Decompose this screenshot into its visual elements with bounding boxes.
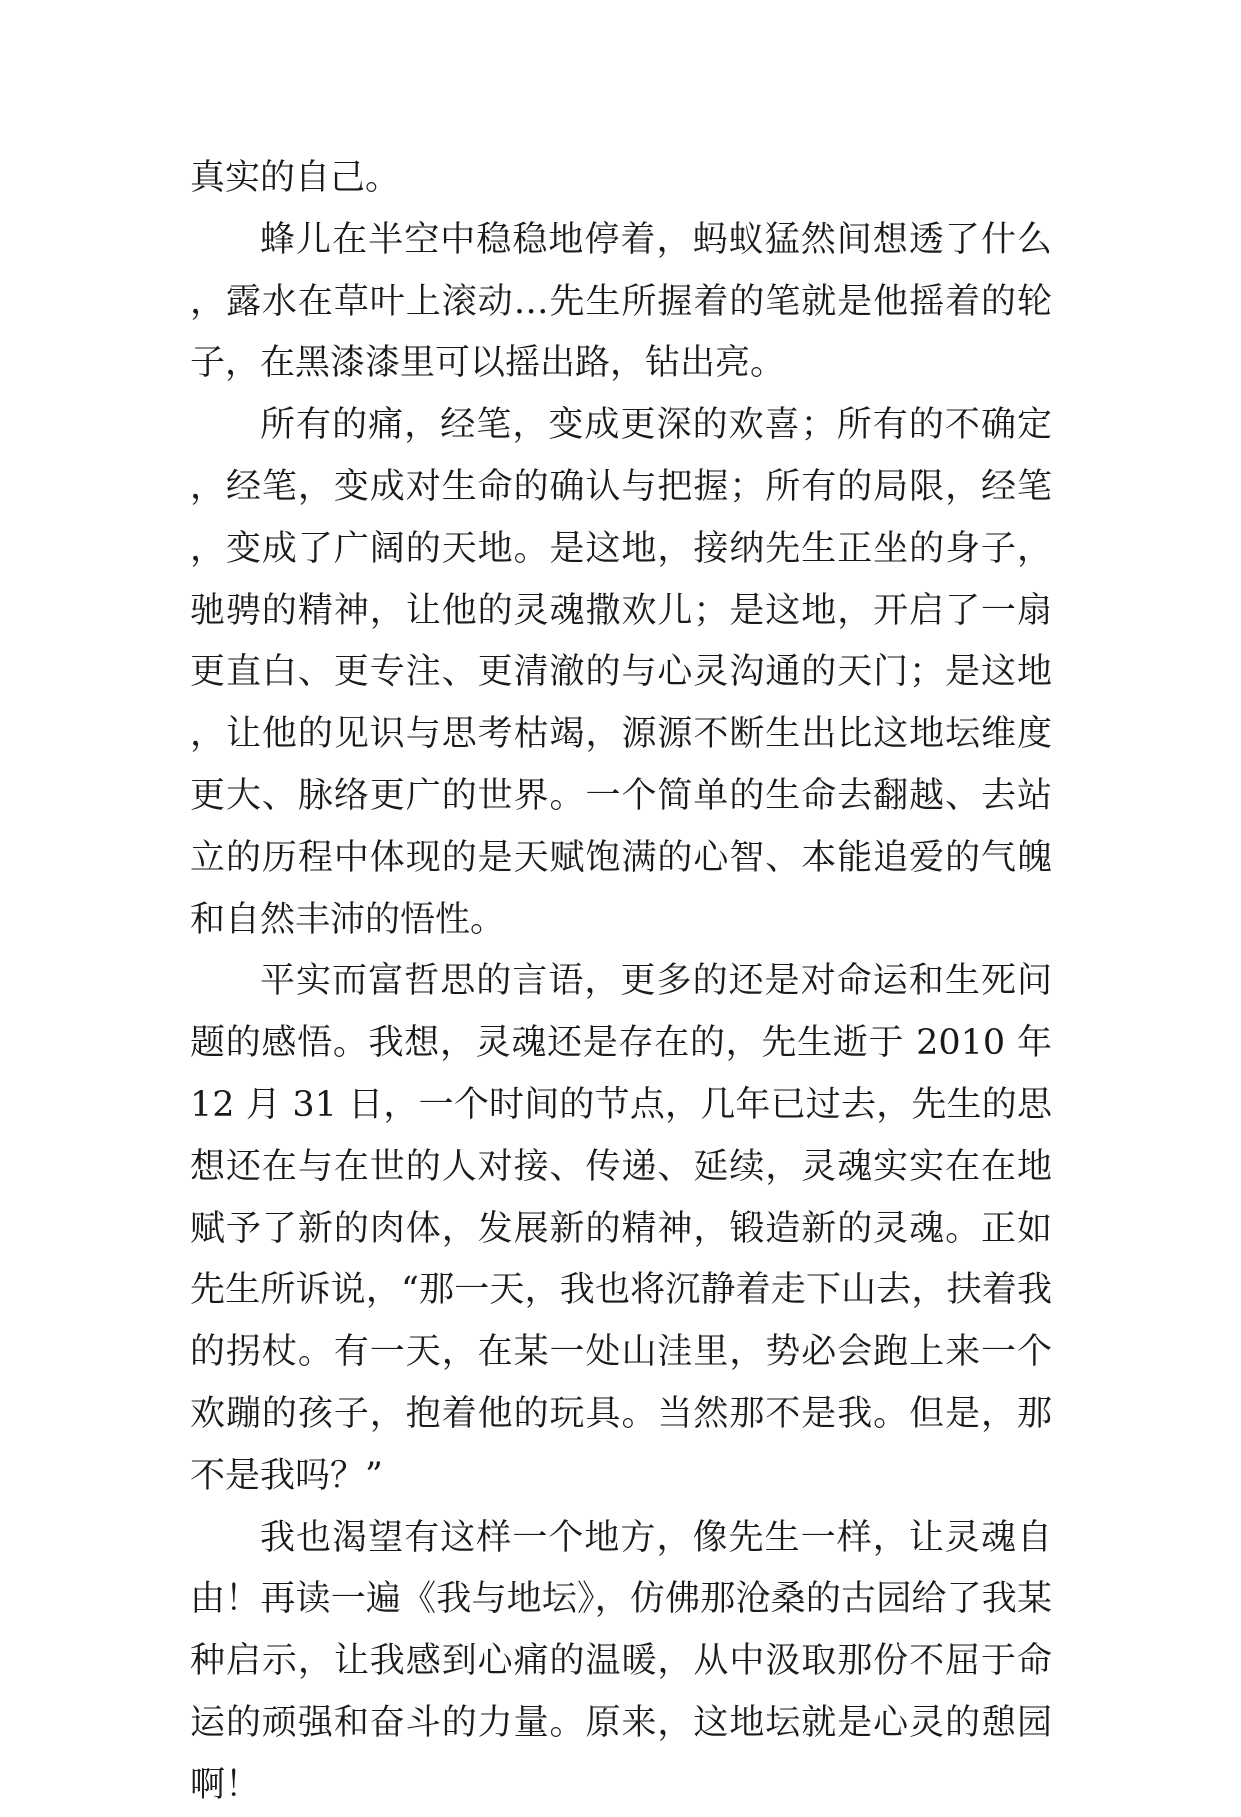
body-text	[190, 148, 1052, 1817]
paragraph-fate-soul: 平实而富哲思的言语，更多的还是对命运和生死问题的感悟。我想，灵魂还是存在的，先生逝于 2010 年 12 月 31 日，一个时间的节点，几年已过去，先生的思想还在与在世的人对接、传递、延续，灵魂实实在在地赋予了新的肉体，发展新的精神，锻造新的灵魂。正如先生所诉说，“那一天，我也将沉静着走下山去，扶着我的拐杖。有一天，在某一处山洼里，势必会跑上来一个欢蹦的孩子，抱着他的玩具。当然那不是我。但是，那不是我吗？”	[190, 961, 1052, 1496]
paragraph-bees-ants: 蜂儿在半空中稳稳地停着，蚂蚁猛然间想透了什么，露水在草叶上滚动…先生所握着的笔就是他摇着的轮子，在黑漆漆里可以摇出路，钻出亮。	[190, 219, 1052, 384]
paragraph-pain-pen: 所有的痛，经笔，变成更深的欢喜；所有的不确定，经笔，变成对生命的确认与把握；所有的局限，经笔，变成了广阔的天地。是这地，接纳先生正坐的身子，驰骋的精神，让他的灵魂撒欢儿；是这地，开启了一扇更直白、更专注、更清澈的与心灵沟通的天门；是这地，让他的见识与思考枯竭，源源不断生出比这地坛维度更大、脉络更广的世界。一个简单的生命去翻越、去站立的历程中体现的是天赋饱满的心智、本能追爱的气魄和自然丰沛的悟性。	[190, 405, 1052, 940]
paragraph-continuation: 真实的自己。	[190, 158, 401, 198]
paragraph-conclusion: 我也渴望有这样一个地方，像先生一样，让灵魂自由！再读一遍《我与地坛》，仿佛那沧桑的古园给了我某种启示，让我感到心痛的温暖，从中汲取那份不屈于命运的顽强和奋斗的力量。原来，这地坛就是心灵的憩园啊！	[190, 1517, 1052, 1805]
